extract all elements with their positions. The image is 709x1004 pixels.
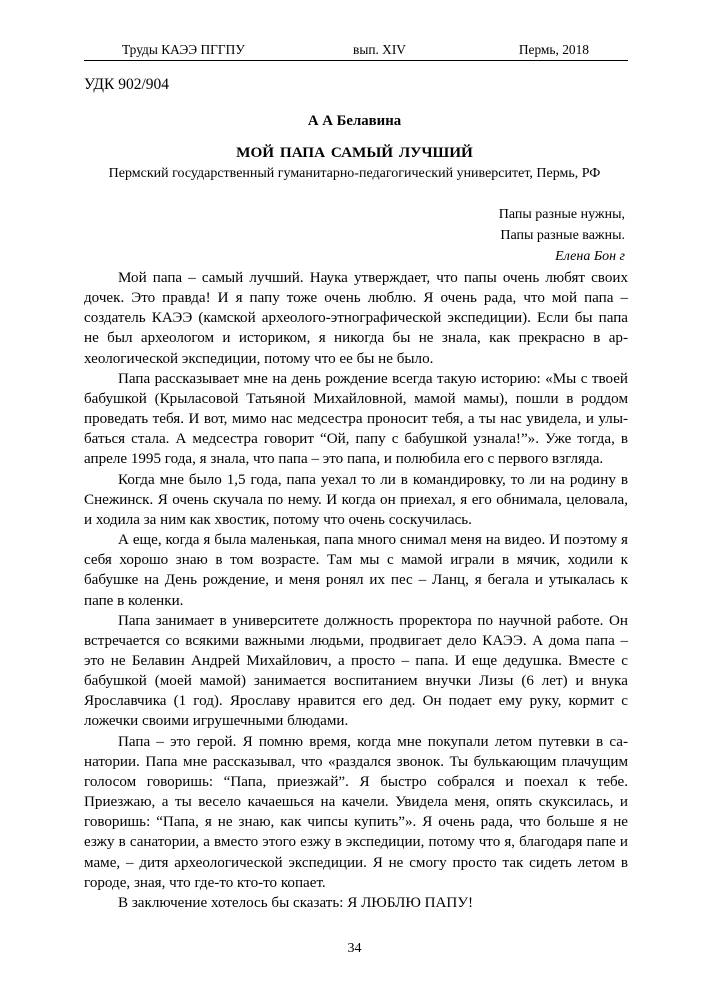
page-number: 34 [347,941,362,956]
body-paragraph: Папа занимает в университете должность проректора по научной работе. Он встречается со всякими важными людьми, продвигает дело КАЭЭ. А дома папа – это не Белавин Андрей Михайлович, а просто – папа. И еще дедушка. Вместе с бабушкой (моей мамой) занимается воспитанием внучки Лизы (6 лет) и внука Ярославчика (1 год). Ярославу нравится его дед. Он подает ему руку, кормит с ложечки своими игрушечными блюдами. [84,612,628,730]
place-year: Пермь, 2018 [518,42,589,57]
epigraph-signature: Елена Бон г [555,249,625,264]
body-paragraph: Когда мне было 1,5 года, папа уехал то ли в командировку, то ли на родину в Снежинск. Я очень скучала по нему. И когда он приехал, я его обнимала, целовала, и ходила за ним как хвостик, потому что очень соскучилась. [84,471,628,528]
epigraph-line: Папы разные нужны, [498,207,625,222]
article-body [84,268,628,913]
author-affiliation: Пермский государственный гуманитарно-педагогический университет, Пермь, РФ [108,166,601,181]
author-name: А А Белавина [307,113,402,129]
article-title: МОЙ ПАПА САМЫЙ ЛУЧШИЙ [236,144,473,161]
running-header [84,42,628,61]
epigraph [499,204,625,267]
body-paragraph: Папа рассказывает мне на день рождение всегда такую историю: «Мы с твоей бабушкой (Крыласовой Татьяной Михайловной, мамой мамы), пошли в роддом проведать тебя. И вот, мимо нас медсестра проносит тебя, а ты нас увидела, и улыбаться стала. А медсестра говорит “Ой, папу с бабушкой узнала!”». Уже тогда, в апреле 1995 года, я знала, что папа – это папа, и полюбила его с первого взгляда. [84,370,628,468]
body-paragraph: В заключение хотелось бы сказать: Я ЛЮБЛЮ ПАПУ! [118,894,474,911]
udk-code: УДК 902/904 [84,76,170,93]
body-paragraph: Мой папа – самый лучший. Наука утверждает, что папы очень любят своих дочек. Это правда! И я папу тоже очень люблю. Я очень рада, что мой папа – создатель КАЭЭ (камской археолого-этнографической экспедиции). Если бы папа не был археологом и историком, я никогда бы не знала, как прекрасно в археологической экспедиции, потому что ее бы не было. [84,270,628,367]
body-paragraph: А еще, когда я была маленькая, папа много снимал меня на видео. И поэтому я себя хорошо знаю в том возрасте. Там мы с мамой играли в мячик, ходили к бабушке на День рождение, и меня ронял их пес – Ланц, я бегала и утыкалась к папе в коленки. [84,532,628,609]
issue-number: вып. XIV [353,42,406,57]
body-paragraph: Папа – это герой. Я помню время, когда мне покупали летом путевки в санатории. Папа мне рассказывал, что «раздался звонок. Ты булькающим плачущим голосом говоришь: “Папа, приезжай”. Я быстро собрался и поехал к тебе. Приезжаю, а ты весело качаешься на качели. Увидела меня, опять скуксилась, и говоришь: “Папа, я не знаю, как чипсы купить”». Я очень рада, что больше я не езжу в санатории, а вместо этого езжу в экспедиции, потому что я, благодаря папе и маме, – дитя археологической экспедиции. Я не смогу просто так сидеть летом в городе, зная, что где-то кто-то копает. [84,733,628,891]
journal-name: Труды КАЭЭ ПГГПУ [122,42,245,57]
epigraph-line: Папы разные важны. [500,228,625,243]
